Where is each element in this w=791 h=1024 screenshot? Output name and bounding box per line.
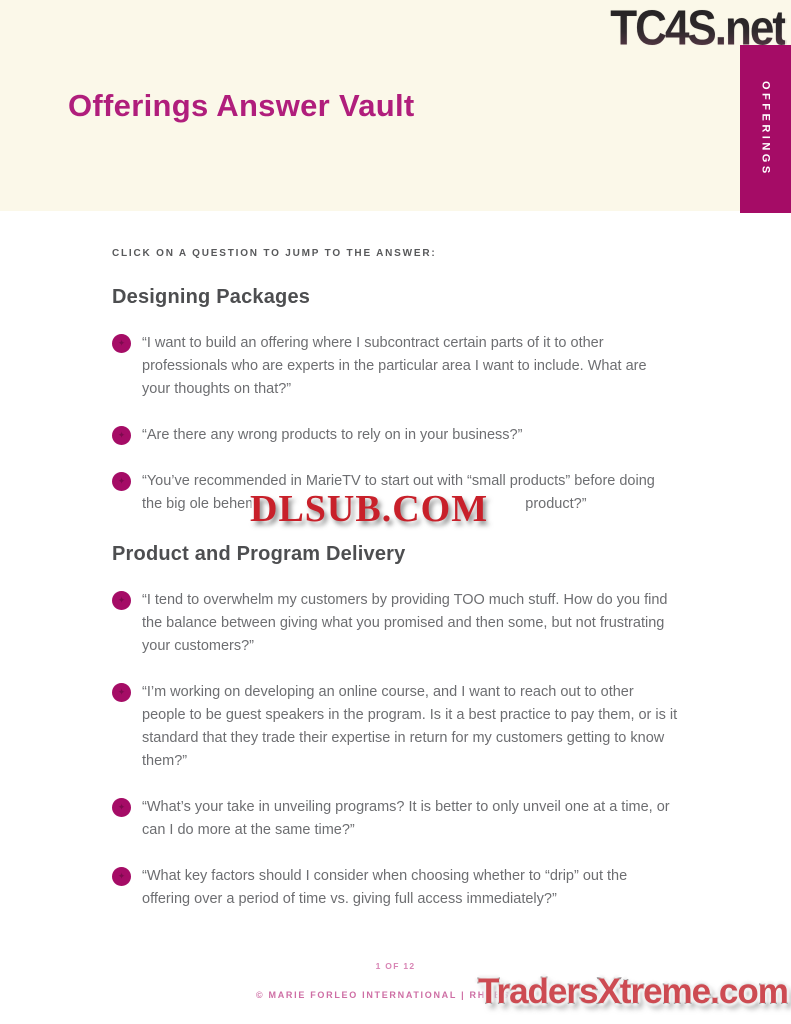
section-heading-designing-packages: Designing Packages xyxy=(112,286,311,308)
question-text[interactable]: “I’m working on developing an online course, and I want to reach out to other people to be guest speakers in the program. Is it a best practice to pay them, or is it standard that they trade their expertise in return for my customers getting to know them?” xyxy=(142,684,678,769)
side-tab-label: OFFERINGS xyxy=(759,81,772,177)
page-title: Offerings Answer Vault xyxy=(68,88,415,123)
watermark-tc4s: TC4S.net xyxy=(610,1,785,56)
question-text[interactable]: “I want to build an offering where I subcontract certain parts of it to other professionals who are experts in the particular area I want to include. What are your thoughts on that?” xyxy=(142,335,647,397)
question-text-after: product?” xyxy=(525,496,587,512)
question-link[interactable] xyxy=(112,865,678,911)
section-heading-product-and-program-delivery: Product and Program Delivery xyxy=(112,543,406,565)
question-link[interactable] xyxy=(112,332,678,401)
question-text[interactable]: “What key factors should I consider when choosing whether to “drip” out the offering over a period of time vs. giving full access immediately?” xyxy=(142,868,628,907)
question-link[interactable] xyxy=(112,681,678,773)
question-link[interactable] xyxy=(112,796,678,842)
jump-link-icon[interactable] xyxy=(112,591,131,610)
question-text-before: “You’ve recommended in MarieTV to start out with “small products” before doing the big ole behem xyxy=(142,473,655,512)
question-text[interactable]: “Are there any wrong products to rely on in your business?” xyxy=(142,427,523,443)
jump-link-icon[interactable] xyxy=(112,472,131,491)
watermark-tradersxtreme: TradersXtreme.com xyxy=(478,972,788,1011)
jump-link-icon[interactable] xyxy=(112,798,131,817)
jump-link-icon[interactable] xyxy=(112,683,131,702)
question-link[interactable] xyxy=(112,424,678,447)
jump-link-icon[interactable] xyxy=(112,867,131,886)
watermark-dlsub: DLSUB.COM xyxy=(250,488,489,530)
jump-link-icon[interactable] xyxy=(112,334,131,353)
section-side-tab[interactable] xyxy=(740,45,791,213)
page-number: 1 OF 12 xyxy=(375,961,416,971)
question-text[interactable]: “What’s your take in unveiling programs? It is better to only unveil one at a time, or can I do more at the same time?” xyxy=(142,799,670,838)
main-content xyxy=(112,211,678,911)
question-text[interactable]: “I tend to overwhelm my customers by providing TOO much stuff. How do you find the balance between giving what you promised and then some, but not frustrating your customers?” xyxy=(142,592,668,654)
copyright-line: © MARIE FORLEO INTERNATIONAL | RHHBSCH xyxy=(256,990,527,1000)
jump-instruction-label: CLICK ON A QUESTION TO JUMP TO THE ANSWER: xyxy=(112,248,437,259)
jump-link-icon[interactable] xyxy=(112,426,131,445)
question-link[interactable] xyxy=(112,589,678,658)
